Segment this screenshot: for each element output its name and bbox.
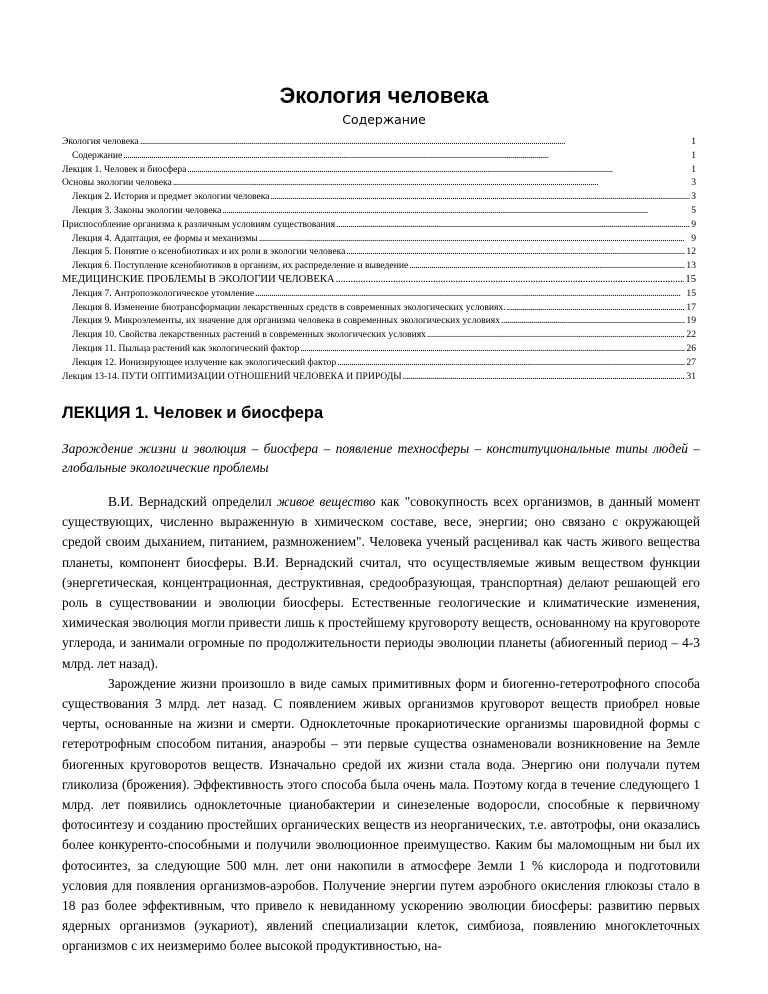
toc-entry-title: Лекция 7. Антропоэкологическое утомление	[72, 287, 255, 299]
toc-leader-dots	[222, 204, 690, 218]
lecture-heading: ЛЕКЦИЯ 1. Человек и биосфера	[62, 404, 324, 422]
toc-entry-page: 9	[691, 232, 696, 244]
toc-entry-page: 15	[685, 273, 696, 285]
lecture-lead: Зарождение жизни и эволюция – биосфера – появление техносферы – конституциональные типы людей – глобальные экологические проблемы	[62, 441, 700, 475]
toc-entry[interactable]	[62, 190, 696, 204]
toc-entry-page: 27	[686, 356, 696, 368]
toc-entry[interactable]	[62, 301, 696, 315]
toc-entry-title: Содержание	[72, 149, 123, 161]
toc-entry-page: 31	[686, 370, 696, 382]
toc-entry-page: 19	[686, 315, 696, 327]
toc-entry[interactable]	[62, 314, 696, 328]
toc-entry-title: Приспособление организма к различным условиям существования	[62, 218, 336, 230]
toc-entry[interactable]	[62, 218, 696, 232]
toc-leader-dots	[271, 190, 691, 204]
toc-entry[interactable]	[62, 176, 696, 190]
toc-entry-title: Лекция 4. Адаптация, ее формы и механизмы	[72, 232, 258, 244]
toc-entry-page: 17	[686, 301, 696, 313]
paragraph-1-start: В.И. Вернадский определил	[108, 494, 277, 509]
toc-entry-page: 9	[691, 218, 696, 230]
toc-entry-page: 26	[686, 342, 696, 354]
toc-entry-title: Лекция 12. Ионизирующее излучение как экологический фактор	[72, 356, 337, 368]
paragraph-1-rest: как "совокупность всех организмов, в данный момент существующих, численно выраженную в химическом составе, весе, энергии; оно связано с окружающей средой своим дыханием, питанием, размножением". Человека ученый расценивал как часть живого вещества планеты, компонент биосферы. В.И. Вернадский считал, что осуществляемые живым веществом функции (энергетическая, концентрационная, деструктивная, средообразующая, транспортная) делают решающей его роль в существовании и эволюции биосферы. Естественные геологические и климатические изменения, химическая эволюция могли привести лишь к простейшему круговороту веществ, основанному на круговороте углерода, и занимали огромные по продолжительности периоды эволюции планеты (абиогенный период – 4-3 млрд. лет назад).	[62, 494, 700, 671]
toc-entry-title: Лекция 10. Свойства лекарственных растений в современных экологических условиях	[72, 329, 426, 341]
toc-leader-dots	[501, 314, 685, 328]
toc-leader-dots	[173, 176, 690, 190]
toc-entry-title: МЕДИЦИНСКИЕ ПРОБЛЕМЫ В ЭКОЛОГИИ ЧЕЛОВЕКА	[62, 273, 335, 285]
toc-entry-page: 13	[686, 260, 696, 272]
toc-leader-dots	[336, 218, 690, 232]
toc-entry[interactable]	[62, 356, 696, 370]
toc-entry[interactable]	[62, 245, 696, 259]
toc-leader-dots	[346, 245, 685, 259]
toc-leader-dots	[409, 259, 685, 273]
toc-leader-dots	[187, 163, 690, 177]
toc-entry-page: 3	[691, 191, 696, 203]
toc-entry-page: 1	[691, 149, 696, 161]
toc-entry[interactable]	[62, 287, 696, 301]
toc-entry[interactable]	[62, 328, 696, 342]
toc-entry-title: Лекция 9. Микроэлементы, их значение для организма человека в современных экологических условиях	[72, 315, 501, 327]
table-of-contents	[62, 135, 696, 383]
toc-entry-title: Лекция 8. Изменение биотрансформации лекарственных средств в современных экологических условиях.	[72, 301, 506, 313]
toc-entry-title: Лекция 13-14. ПУТИ ОПТИМИЗАЦИИ ОТНОШЕНИЙ ЧЕЛОВЕКА И ПРИРОДЫ	[62, 370, 402, 382]
toc-entry[interactable]	[62, 259, 696, 273]
toc-leader-dots	[123, 149, 690, 163]
document-title: Экология человека	[279, 83, 489, 108]
toc-leader-dots	[259, 232, 690, 246]
toc-leader-dots	[140, 135, 690, 149]
toc-entry-title: Лекция 6. Поступление ксенобиотиков в организм, их распределение и выведение	[72, 260, 409, 272]
toc-entry-page: 15	[686, 287, 696, 299]
toc-entry-title: Лекция 11. Пыльца растений как экологический фактор	[72, 342, 300, 354]
toc-entry-title: Основы экологии человека	[62, 177, 172, 189]
toc-heading: Содержание	[342, 112, 426, 127]
paragraph-2: Зарождение жизни произошло в виде самых примитивных форм и биогенно-гетеротрофного способа существования 3 млрд. лет назад. С появлением живых организмов круговорот веществ приобрел новые черты, основанные на жизни и смерти. Одноклеточные прокариотические организмы шаровидной формы с гетеротрофным способом питания, анаэробы – эти первые существа ознаменовали возникновение на Земле биогенных круговоротов веществ. Изначально средой их жизни стала вода. Энергию они получали путем гликолиза (брожения). Эффективность этого способа была очень мала. Поэтому когда в течение следующего 1 млрд. лет появились одноклеточные цианобактерии и синезеленые водоросли, способные к первичному фотосинтезу и созданию простейших органических веществ из неорганических, т.е. автотрофы, они оказались более конкуренто-способными и получили эволюционное преимущество. Каким бы маломощным ни был их фотосинтез, за следующие 500 млн. лет они накопили в атмосфере Земли 1 % кислорода и подготовили условия для появления организмов-аэробов. Получение энергии путем аэробного окисления глюкозы стало в 18 раз более эффективным, что привело к невиданному ускорению эволюции биосферы: развитию первых ядерных организмов (эукариот), явлений специализации клеток, симбиоза, появлению многоклеточных организмов с их неизмеримо более высокой продуктивностью, на-	[62, 675, 700, 954]
toc-entry-page: 22	[686, 329, 696, 341]
toc-entry[interactable]	[62, 273, 696, 287]
toc-entry-title: Лекция 2. История и предмет экологии человека	[72, 191, 270, 203]
paragraph-1	[62, 492, 700, 674]
toc-entry-page: 3	[691, 177, 696, 189]
toc-entry[interactable]	[62, 149, 696, 163]
toc-leader-dots	[403, 370, 686, 384]
toc-entry-title: Лекция 1. Человек и биосфера	[62, 163, 187, 175]
toc-leader-dots	[255, 287, 685, 301]
paragraph-1-term: живое вещество	[276, 494, 376, 509]
toc-entry-page: 5	[691, 204, 696, 216]
toc-leader-dots	[336, 273, 685, 287]
toc-leader-dots	[300, 342, 685, 356]
toc-entry-title: Лекция 3. Законы экологии человека	[72, 204, 222, 216]
toc-entry-title: Лекция 5. Понятие о ксенобиотиках и их роли в экологии человека	[72, 246, 346, 258]
toc-entry[interactable]	[62, 370, 696, 384]
toc-entry-page: 12	[686, 246, 696, 258]
lecture-body	[62, 492, 700, 957]
toc-entry[interactable]	[62, 204, 696, 218]
toc-leader-dots	[337, 356, 685, 370]
toc-entry[interactable]	[62, 342, 696, 356]
toc-entry[interactable]	[62, 163, 696, 177]
toc-entry-title: Экология человека	[62, 136, 139, 147]
toc-entry[interactable]	[62, 135, 696, 149]
toc-leader-dots	[507, 301, 686, 315]
toc-entry-page: 1	[691, 163, 696, 175]
toc-entry[interactable]	[62, 232, 696, 246]
toc-entry-page: 1	[691, 136, 696, 147]
toc-leader-dots	[427, 328, 685, 342]
